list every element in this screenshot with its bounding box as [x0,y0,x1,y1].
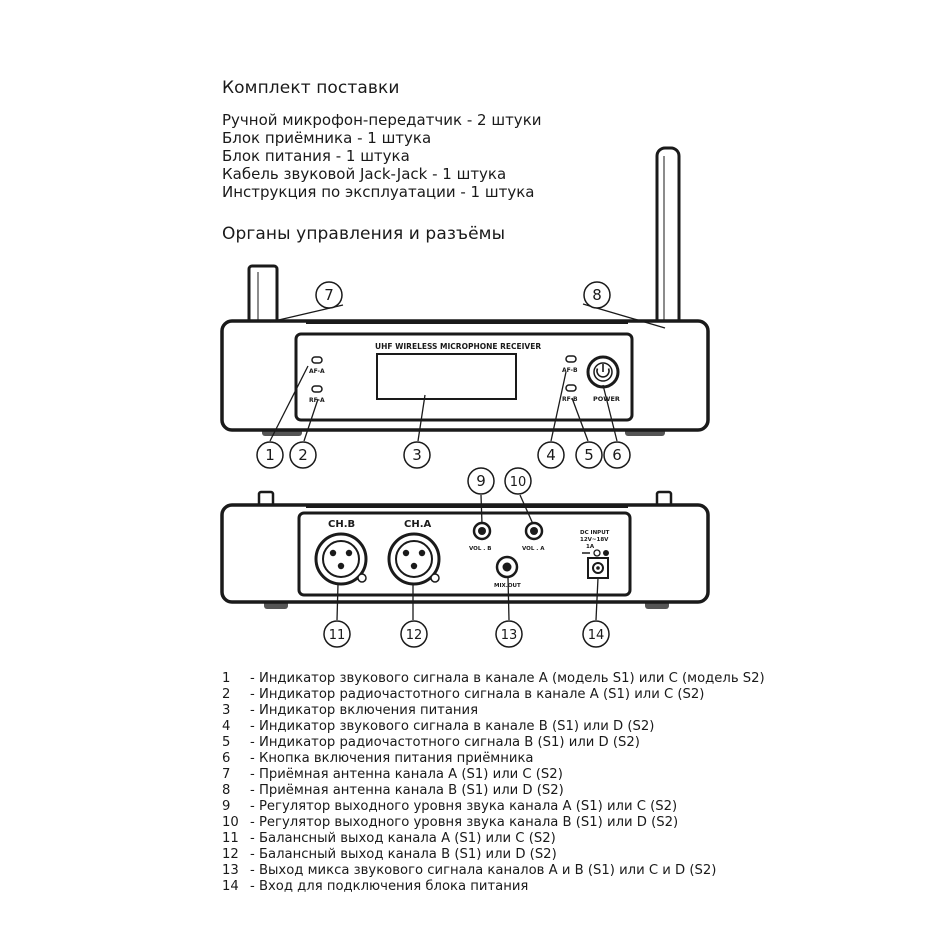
svg-text:10: 10 [509,475,527,490]
legend-item: 4 - Индикатор звукового сигнала в канале В (S1) или D (S2) [222,719,655,734]
power-button[interactable] [588,357,618,387]
power-label: POWER [593,395,620,403]
xlr-output-ch-a[interactable] [389,534,439,584]
af-a-led [312,357,322,363]
vol-b-label: VOL . B [469,546,492,552]
svg-text:14: 14 [587,628,605,643]
kit-item: Блок питания - 1 штука [222,147,410,165]
callout-1 [257,442,283,468]
callout-13 [496,621,522,647]
svg-text:3: 3 [412,446,422,464]
vol-a-label: VOL . A [522,546,545,552]
mix-out-jack[interactable] [497,557,517,577]
ch-b-label: CH.B [328,519,356,530]
rf-b-led [566,385,576,391]
display-window [377,354,516,399]
dc-input-jack[interactable] [588,558,608,578]
ch-a-label: CH.A [404,519,432,530]
vol-b-knob[interactable] [474,523,490,539]
xlr-output-ch-b[interactable] [316,534,366,584]
rear-panel [222,492,708,609]
svg-text:11: 11 [328,628,346,643]
af-b-led [566,356,576,362]
svg-text:6: 6 [612,446,622,464]
svg-text:2: 2 [298,446,308,464]
legend-item: 9 - Регулятор выходного уровня звука канала А (S1) или С (S2) [222,799,678,814]
svg-text:13: 13 [500,628,518,643]
legend-item: 3 - Индикатор включения питания [222,703,479,718]
legend-item: 7 - Приёмная антенна канала А (S1) или С (S2) [222,767,563,782]
mix-out-label: MIX.OUT [494,583,521,589]
rf-b-label: RF-B [562,396,578,403]
legend-item: 5 - Индикатор радиочастотного сигнала В (S1) или D (S2) [222,735,640,750]
svg-text:12: 12 [405,628,423,643]
callout-5 [576,442,602,468]
legend-item: 11 - Балансный выход канала А (S1) или С (S2) [222,831,556,846]
dc-voltage-label: 12V~18V [580,537,609,543]
svg-text:7: 7 [324,286,334,304]
legend-item: 10 - Регулятор выходного уровня звука канала В (S1) или D (S2) [222,815,679,830]
kit-title: Комплект поставки [222,78,400,98]
svg-text:4: 4 [546,446,556,464]
legend-item: 1 - Индикатор звукового сигнала в канале А (модель S1) или С (модель S2) [222,671,765,686]
callout-7 [316,282,342,308]
brand-label: UHF WIRELESS MICROPHONE RECEIVER [375,342,542,351]
kit-item: Инструкция по эксплуатации - 1 штука [222,183,535,201]
af-a-label: AF-A [309,368,325,375]
callout-8 [584,282,610,308]
legend-item: 12 - Балансный выход канала В (S1) или D (S2) [222,847,557,862]
af-b-label: AF-B [562,367,578,374]
kit-item: Блок приёмника - 1 штука [222,129,432,147]
legend-list [222,671,765,895]
controls-title: Органы управления и разъёмы [222,224,506,244]
callout-6 [604,442,630,468]
svg-text:5: 5 [584,446,594,464]
legend-item: 14 - Вход для подключения блока питания [222,879,529,894]
callout-12 [401,621,427,647]
legend-item: 6 - Кнопка включения питания приёмника [222,751,534,766]
rf-a-label: RF-A [309,397,325,404]
kit-item: Кабель звуковой Jack-Jack - 1 штука [222,165,507,183]
dc-current-label: 1A [586,544,595,550]
rf-a-led [312,386,322,392]
legend-item: 8 - Приёмная антенна канала В (S1) или D (S2) [222,783,564,798]
vol-a-knob[interactable] [526,523,542,539]
svg-text:1: 1 [265,446,275,464]
svg-text:9: 9 [476,472,486,490]
callout-3 [404,442,430,468]
callout-14 [583,621,609,647]
callout-9 [468,468,494,494]
callout-11 [324,621,350,647]
legend-item: 2 - Индикатор радиочастотного сигнала в канале А (S1) или С (S2) [222,687,705,702]
legend-item: 13 - Выход микса звукового сигнала каналов А и В (S1) или С и D (S2) [222,863,717,878]
callout-2 [290,442,316,468]
callout-10 [505,468,531,494]
svg-text:8: 8 [592,286,602,304]
dc-input-label: DC INPUT [580,530,610,536]
kit-item: Ручной микрофон-передатчик - 2 штуки [222,111,542,129]
callout-4 [538,442,564,468]
